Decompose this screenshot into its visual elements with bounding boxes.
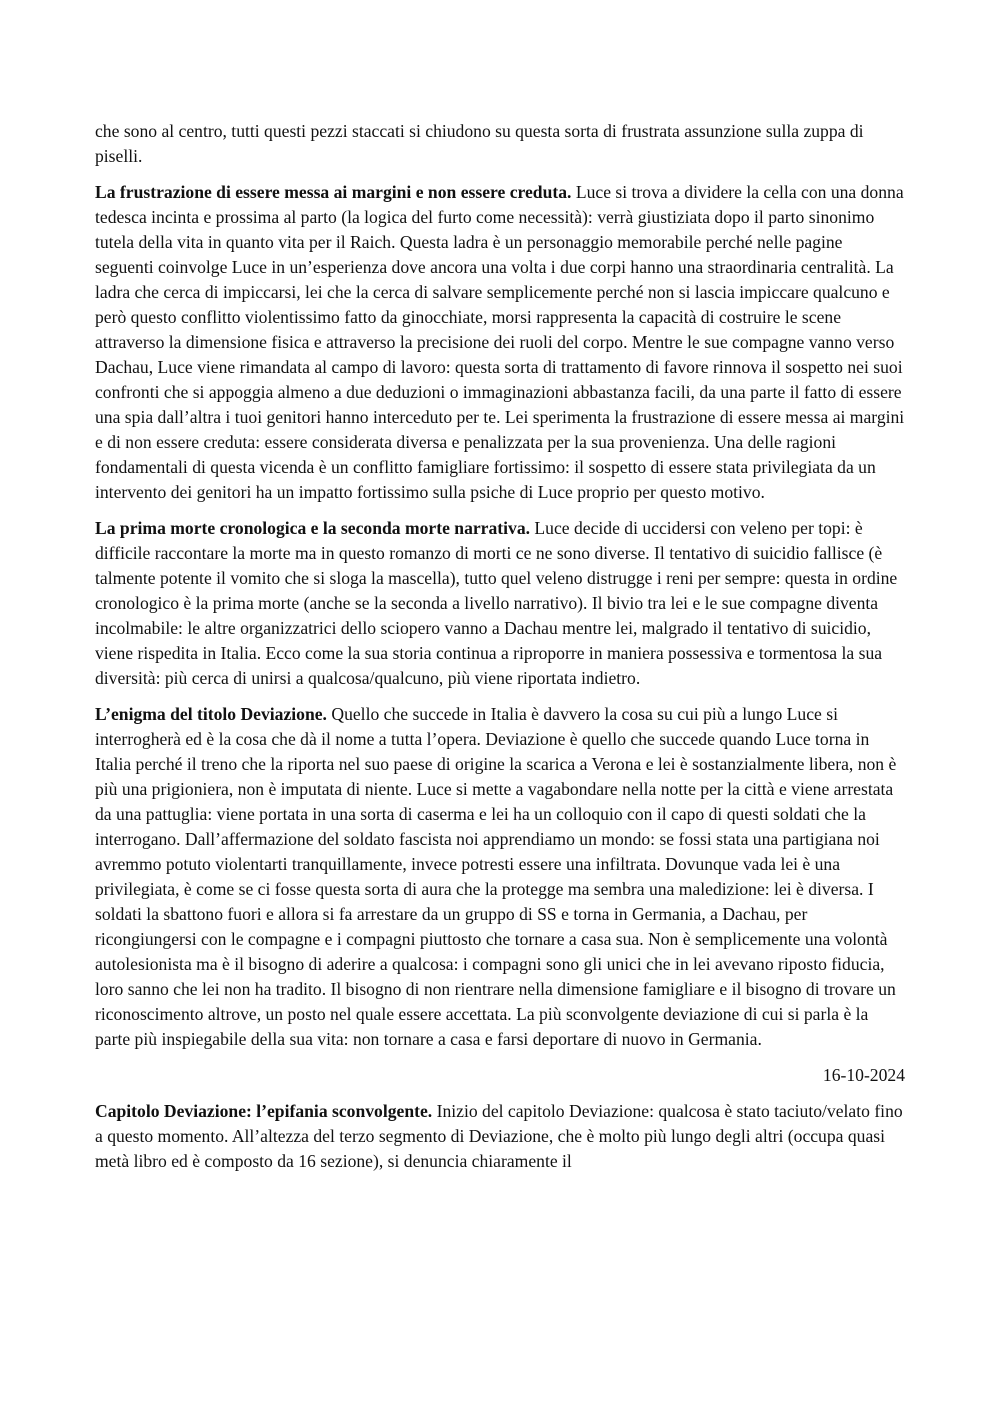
document-page [95, 119, 905, 1185]
paragraph-frustrazione [95, 180, 905, 505]
paragraph-text: Quello che succede in Italia è davvero la cosa su cui più a lungo Luce si interrogherà ed è la cosa che dà il nome a tutta l’opera. Deviazione è quello che succede quando Luce torna in Italia perché il treno che la riporta nel suo paese di origine la scarica a Verona e lei è sostanzialmente libera, non è più una prigioniera, non è imputata di niente. Luce si mette a vagabondare nella notte per la città e viene arrestata da una pattuglia: viene portata in una sorta di caserma e lei ha un colloquio con il capo di questi soldati che la interrogano. Dall’affermazione del soldato fascista noi apprendiamo un mondo: se fossi stata una partigiana noi avremmo potuto violentarti tranquillamente, invece potresti essere una infiltrata. Dovunque vada lei è una privilegiata, è come se ci fosse questa sorta di aura che la protegge ma sembra una maledizione: lei è diversa. I soldati la sbattono fuori e allora si fa arrestare da un gruppo di SS e torna in Germania, a Dachau, per ricongiungersi con le compagne e i compagni piuttosto che tornare a casa sua. Non è semplicemente una volontà autolesionista ma è il bisogno di aderire a qualcosa: i compagni sono gli unici che in lei avevano riposto fiducia, loro sanno che lei non ha tradito. Il bisogno di non rientrare nella dimensione famigliare e il bisogno di trovare un riconoscimento altrove, un posto nel quale essere accettata. La più sconvolgente deviazione di cui si parla è la parte più inspiegabile della sua vita: non tornare a casa e farsi deportare di nuovo in Germania. [95, 704, 897, 1049]
paragraph-intro [95, 119, 905, 169]
paragraph-heading: La prima morte cronologica e la seconda morte narrativa. [95, 518, 531, 538]
paragraph-text: che sono al centro, tutti questi pezzi staccati si chiudono su questa sorta di frustrata assunzione sulla zuppa di piselli. [95, 121, 864, 166]
paragraph-capitolo-deviazione [95, 1099, 905, 1174]
paragraph-text: Inizio del capitolo Deviazione: qualcosa è stato taciuto/velato fino a questo momento. All’altezza del terzo segmento di Deviazione, che è molto più lungo degli altri (occupa quasi metà libro ed è composto da 16 sezione), si denuncia chiaramente il [95, 1101, 903, 1171]
date-stamp: 16-10-2024 [822, 1065, 905, 1085]
paragraph-text: Luce decide di uccidersi con veleno per topi: è difficile raccontare la morte ma in questo romanzo di morti ce ne sono diverse. Il tentativo di suicidio fallisce (è talmente potente il vomito che si sloga la mascella), tutto quel veleno distrugge i reni per sempre: questa in ordine cronologico è la prima morte (anche se la seconda a livello narrativo). Il bivio tra lei e le sue compagne diventa incolmabile: le altre organizzatrici dello sciopero vanno a Dachau mentre lei, malgrado il tentativo di suicidio, viene rispedita in Italia. Ecco come la sua storia continua a riproporre in maniera possessiva e tormentosa la sua diversità: più cerca di unirsi a qualcosa/qualcuno, più viene riportata indietro. [95, 518, 898, 688]
paragraph-heading: La frustrazione di essere messa ai margini e non essere creduta. [95, 182, 572, 202]
paragraph-text: Luce si trova a dividere la cella con una donna tedesca incinta e prossima al parto (la logica del furto come necessità): verrà giustiziata dopo il parto sinonimo tutela della vita in quanto vita per il Raich. Questa ladra è un personaggio memorabile perché nelle pagine seguenti coinvolge Luce in un’esperienza dove ancora una volta i due corpi hanno una straordinaria centralità. La ladra che cerca di impiccarsi, lei che la cerca di salvare semplicemente perché non si lascia impiccare qualcuno e però questo conflitto violentissimo fatto da ginocchiate, morsi rappresenta la capacità di costruire le scene attraverso la dimensione fisica e attraverso la precisione dei ruoli del corpo. Mentre le sue compagne vanno verso Dachau, Luce viene rimandata al campo di lavoro: questa sorta di trattamento di favore rinnova il sospetto nei suoi confronti che si appoggia almeno a due deduzioni o immaginazioni abbastanza facili, da una parte il fatto di essere una spia dall’altra i tuoi genitori hanno interceduto per te. Lei sperimenta la frustrazione di essere messa ai margini e di non essere creduta: essere considerata diversa e penalizzata per la sua provenienza. Una delle ragioni fondamentali di questa vicenda è un conflitto famigliare fortissimo: il sospetto di essere stata privilegiata da un intervento dei genitori ha un impatto fortissimo sulla psiche di Luce proprio per questo motivo. [95, 182, 905, 502]
paragraph-heading: L’enigma del titolo Deviazione. [95, 704, 327, 724]
paragraph-heading: Capitolo Deviazione: l’epifania sconvolgente. [95, 1101, 433, 1121]
paragraph-enigma-titolo [95, 702, 905, 1052]
paragraph-prima-morte [95, 516, 905, 691]
